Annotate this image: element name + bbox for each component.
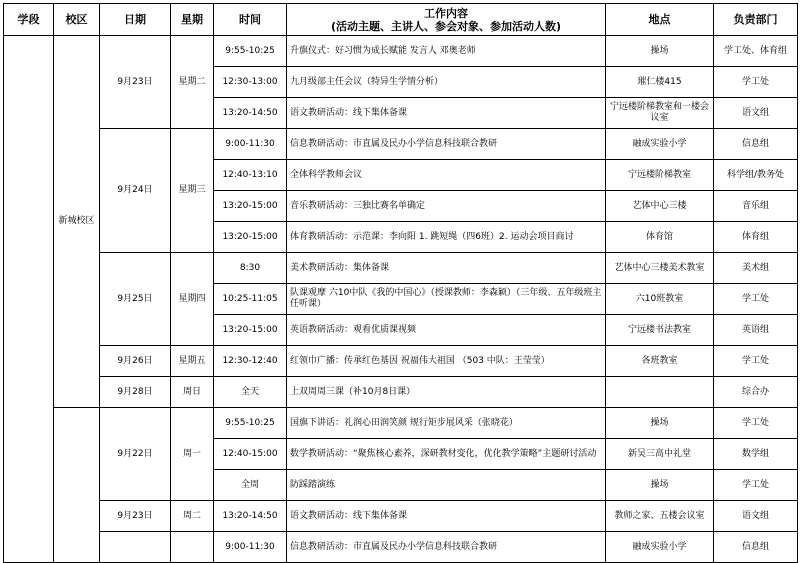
location-cell: 体育馆 <box>606 222 714 253</box>
table-row <box>4 501 798 532</box>
content-cell: 语文教研活动：线下集体备课 <box>287 501 606 532</box>
dept-cell: 学工处 <box>714 346 798 377</box>
table-row <box>4 129 798 160</box>
content-cell: 防踩踏演练 <box>287 470 606 501</box>
weekday-cell: 星期三 <box>171 129 214 253</box>
time-cell: 全周 <box>214 470 287 501</box>
table-row <box>4 408 798 439</box>
location-cell: 操场 <box>606 470 714 501</box>
content-cell: 上双周周三课（补10月8日课） <box>287 377 606 408</box>
dept-cell: 体育组 <box>714 222 798 253</box>
table-row <box>4 253 798 284</box>
schedule-table <box>3 3 798 563</box>
content-cell: 数学教研活动：“聚焦核心素养，深研教材变化，优化教学策略”主题研讨活动 <box>287 439 606 470</box>
dept-cell: 科学组/教务处 <box>714 160 798 191</box>
location-cell: 操场 <box>606 36 714 67</box>
time-cell: 13:20-15:00 <box>214 315 287 346</box>
dept-cell: 信息组 <box>714 532 798 563</box>
location-cell: 融成实验小学 <box>606 532 714 563</box>
header-content <box>287 4 606 36</box>
date-cell: 9月24日 <box>100 129 171 253</box>
table-row <box>4 346 798 377</box>
header-time: 时间 <box>214 4 287 36</box>
table-row <box>4 377 798 408</box>
content-cell: 全体科学教师会议 <box>287 160 606 191</box>
header-content-title: 工作内容 <box>424 6 468 20</box>
dept-cell: 音乐组 <box>714 191 798 222</box>
location-cell: 宁远楼阶梯教室和一楼会议室 <box>606 98 714 129</box>
location-cell <box>606 377 714 408</box>
time-cell: 8:30 <box>214 253 287 284</box>
time-cell: 9:55-10:25 <box>214 408 287 439</box>
dept-cell: 信息组 <box>714 129 798 160</box>
weekday-cell: 周一 <box>171 408 214 501</box>
time-cell: 9:55-10:25 <box>214 36 287 67</box>
time-cell: 12:30-12:40 <box>214 346 287 377</box>
campus-cell-2 <box>54 408 100 563</box>
dept-cell: 学工处 <box>714 470 798 501</box>
content-cell: 体育教研活动：示范课：李向阳 1. 跳短绳（四6班）2. 运动会项目商讨 <box>287 222 606 253</box>
stage-cell <box>4 36 54 563</box>
content-cell: 升旗仪式：好习惯为成长赋能 发言人 邓奥老师 <box>287 36 606 67</box>
time-cell: 9:00-11:30 <box>214 532 287 563</box>
dept-cell: 学工处 <box>714 67 798 98</box>
time-cell: 13:20-14:50 <box>214 98 287 129</box>
content-cell: 语文教研活动：线下集体备课 <box>287 98 606 129</box>
dept-cell: 数学组 <box>714 439 798 470</box>
location-cell: 新吴三高中礼堂 <box>606 439 714 470</box>
location-cell: 教师之家、五楼会议室 <box>606 501 714 532</box>
campus-cell: 新城校区 <box>54 36 100 408</box>
date-cell: 9月26日 <box>100 346 171 377</box>
header-date: 日期 <box>100 4 171 36</box>
header-dept: 负责部门 <box>714 4 798 36</box>
content-cell: 信息教研活动：市直属及民办小学信息科技联合教研 <box>287 129 606 160</box>
time-cell: 12:40-15:00 <box>214 439 287 470</box>
location-cell: 艺体中心三楼美术教室 <box>606 253 714 284</box>
weekday-cell <box>171 532 214 563</box>
content-cell: 国旗下讲话：礼润心田润笑颜 规行矩步展风采（张晓花） <box>287 408 606 439</box>
dept-cell: 学工处 <box>714 284 798 315</box>
header-content-subtitle: (活动主题、主讲人、参会对象、参加活动人数) <box>330 19 562 33</box>
time-cell: 全天 <box>214 377 287 408</box>
dept-cell: 学工处、体育组 <box>714 36 798 67</box>
dept-cell: 学工处 <box>714 408 798 439</box>
table-row <box>4 36 798 67</box>
dept-cell: 语文组 <box>714 501 798 532</box>
date-cell: 9月23日 <box>100 501 171 532</box>
date-cell <box>100 532 171 563</box>
time-cell: 9:00-11:30 <box>214 129 287 160</box>
location-cell: 六10班教室 <box>606 284 714 315</box>
time-cell: 12:40-13:10 <box>214 160 287 191</box>
dept-cell: 综合办 <box>714 377 798 408</box>
weekday-cell: 星期二 <box>171 36 214 129</box>
table-row <box>4 532 798 563</box>
content-cell: 红领巾广播：传承红色基因 祝福伟大祖国 （503 中队：王莹莹） <box>287 346 606 377</box>
time-cell: 13:20-15:00 <box>214 222 287 253</box>
location-cell: 璀仁楼415 <box>606 67 714 98</box>
date-cell: 9月28日 <box>100 377 171 408</box>
time-cell: 10:25-11:05 <box>214 284 287 315</box>
content-cell: 队课观摩 六10中队《我的中国心》（授课教师：李森颖）（三年级、五年级班主任听课） <box>287 284 606 315</box>
header-stage: 学段 <box>4 4 54 36</box>
date-cell: 9月23日 <box>100 36 171 129</box>
time-cell: 13:20-14:50 <box>214 501 287 532</box>
content-cell: 九月级部主任会议（特异生学情分析） <box>287 67 606 98</box>
header-row <box>4 4 798 36</box>
dept-cell: 语文组 <box>714 98 798 129</box>
header-weekday: 星期 <box>171 4 214 36</box>
location-cell: 融成实验小学 <box>606 129 714 160</box>
time-cell: 13:20-15:00 <box>214 191 287 222</box>
weekday-cell: 周二 <box>171 501 214 532</box>
weekday-cell: 星期五 <box>171 346 214 377</box>
content-cell: 英语教研活动：观看优质课视频 <box>287 315 606 346</box>
location-cell: 宁远楼书法教室 <box>606 315 714 346</box>
location-cell: 宁远楼阶梯教室 <box>606 160 714 191</box>
date-cell: 9月25日 <box>100 253 171 346</box>
header-location: 地点 <box>606 4 714 36</box>
content-cell: 信息教研活动：市直属及民办小学信息科技联合教研 <box>287 532 606 563</box>
dept-cell: 美术组 <box>714 253 798 284</box>
weekday-cell: 周日 <box>171 377 214 408</box>
time-cell: 12:30-13:00 <box>214 67 287 98</box>
content-cell: 美术教研活动：集体备课 <box>287 253 606 284</box>
date-cell: 9月22日 <box>100 408 171 501</box>
header-campus: 校区 <box>54 4 100 36</box>
weekday-cell: 星期四 <box>171 253 214 346</box>
location-cell: 艺体中心三楼 <box>606 191 714 222</box>
location-cell: 操场 <box>606 408 714 439</box>
content-cell: 音乐教研活动：三独比赛名单确定 <box>287 191 606 222</box>
dept-cell: 英语组 <box>714 315 798 346</box>
location-cell: 各班教室 <box>606 346 714 377</box>
